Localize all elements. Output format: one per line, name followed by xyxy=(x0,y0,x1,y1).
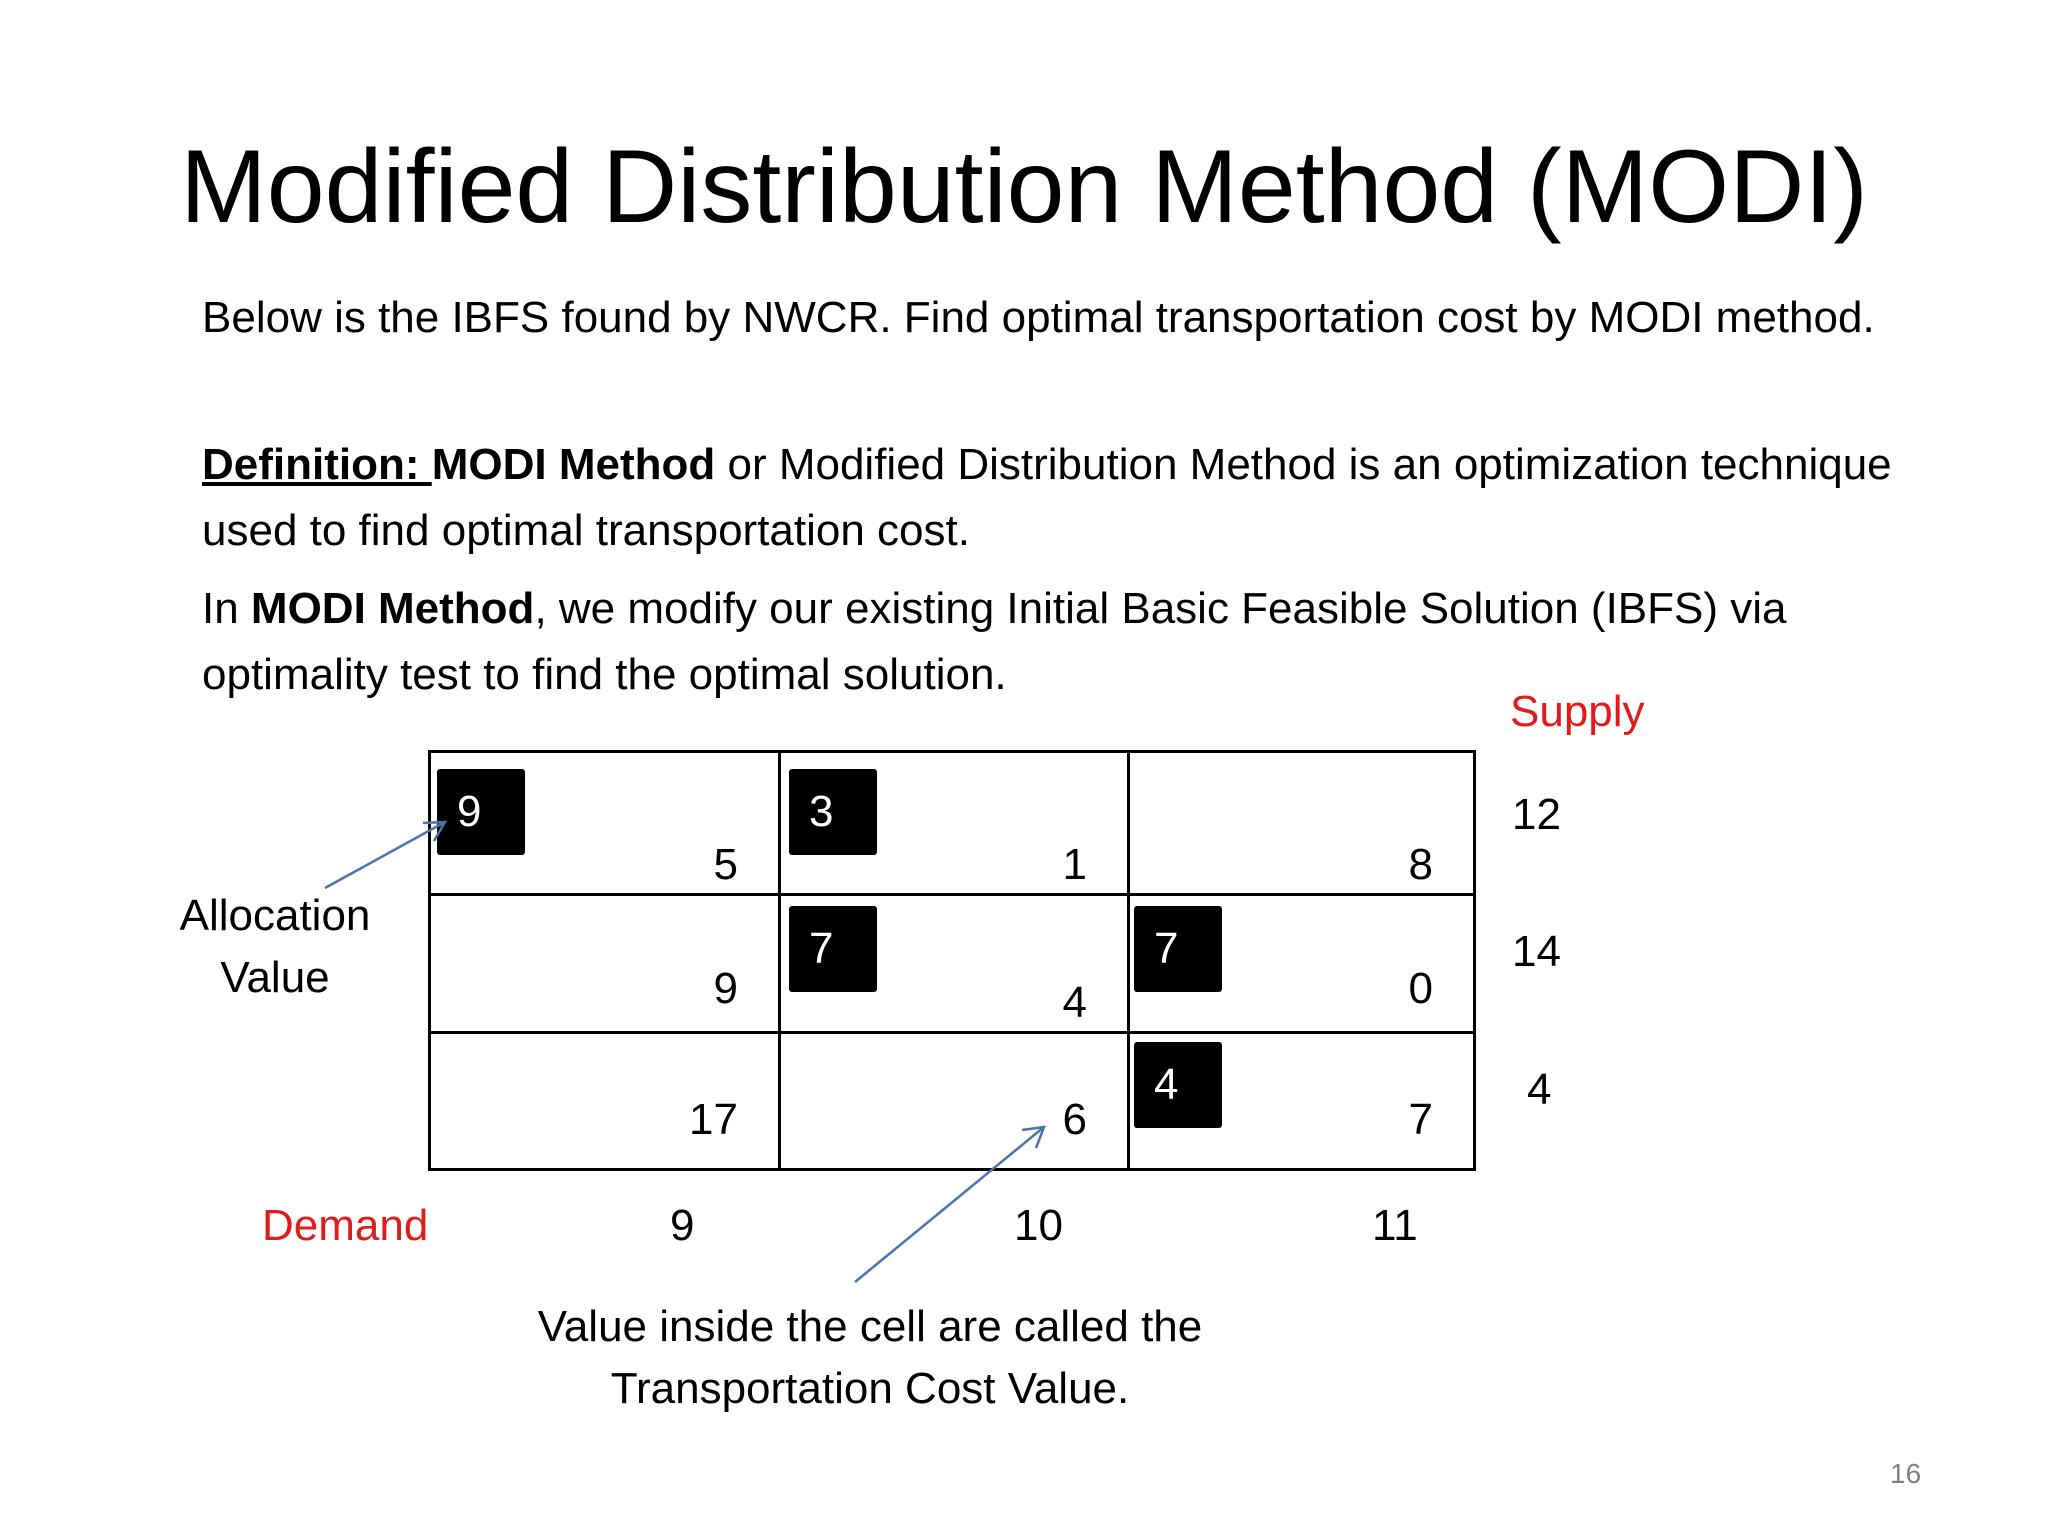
allocation-note-line1: Allocation xyxy=(179,891,371,940)
cost-value: 8 xyxy=(1408,840,1433,889)
definition-text: or Modified Distribution Method is an optimization technique used to find optimal transportation cost. xyxy=(202,440,1892,555)
cost-value: 17 xyxy=(689,1095,738,1144)
demand-value-1: 9 xyxy=(670,1201,695,1250)
cost-value: 6 xyxy=(1062,1095,1087,1144)
cost-value: 0 xyxy=(1408,964,1433,1013)
definition-label: Definition: xyxy=(202,440,432,489)
supply-value-1: 12 xyxy=(1512,790,1561,839)
modi-term: MODI Method xyxy=(250,584,535,633)
cost-note-line2: Transportation Cost Value. xyxy=(610,1364,1130,1413)
cost-value: 9 xyxy=(713,964,738,1013)
allocation-arrow xyxy=(325,822,445,888)
cost-value: 4 xyxy=(1062,978,1087,1027)
supply-value-3: 4 xyxy=(1527,1065,1552,1114)
allocation-box: 4 xyxy=(1134,1042,1222,1128)
allocation-note-line2: Value xyxy=(220,953,330,1002)
demand-label: Demand xyxy=(262,1201,429,1250)
demand-value-2: 10 xyxy=(1014,1201,1063,1250)
intro-paragraph: Below is the IBFS found by NWCR. Find optimal transportation cost by MODI method. xyxy=(202,293,1875,342)
demand-value-3: 11 xyxy=(1372,1201,1418,1250)
allocation-box: 9 xyxy=(437,769,525,855)
cost-value: 5 xyxy=(713,840,738,889)
supply-value-2: 14 xyxy=(1512,927,1561,976)
cost-value: 7 xyxy=(1408,1095,1433,1144)
cost-value: 1 xyxy=(1062,840,1087,889)
cost-note-line1: Value inside the cell are called the xyxy=(537,1302,1203,1351)
allocation-box: 7 xyxy=(789,906,877,992)
allocation-box: 7 xyxy=(1134,906,1222,992)
allocation-box: 3 xyxy=(789,769,877,855)
page-number: 16 xyxy=(1890,1458,1922,1489)
modi-prefix: In xyxy=(202,584,251,633)
modi-text: , we modify our existing Initial Basic Feasible Solution (IBFS) via optimality test to find the optimal solution. xyxy=(202,584,1787,699)
supply-label: Supply xyxy=(1510,687,1645,736)
cost-arrow xyxy=(855,1127,1044,1282)
slide-title: Modified Distribution Method (MODI) xyxy=(180,129,1868,245)
definition-term: MODI Method xyxy=(431,440,716,489)
